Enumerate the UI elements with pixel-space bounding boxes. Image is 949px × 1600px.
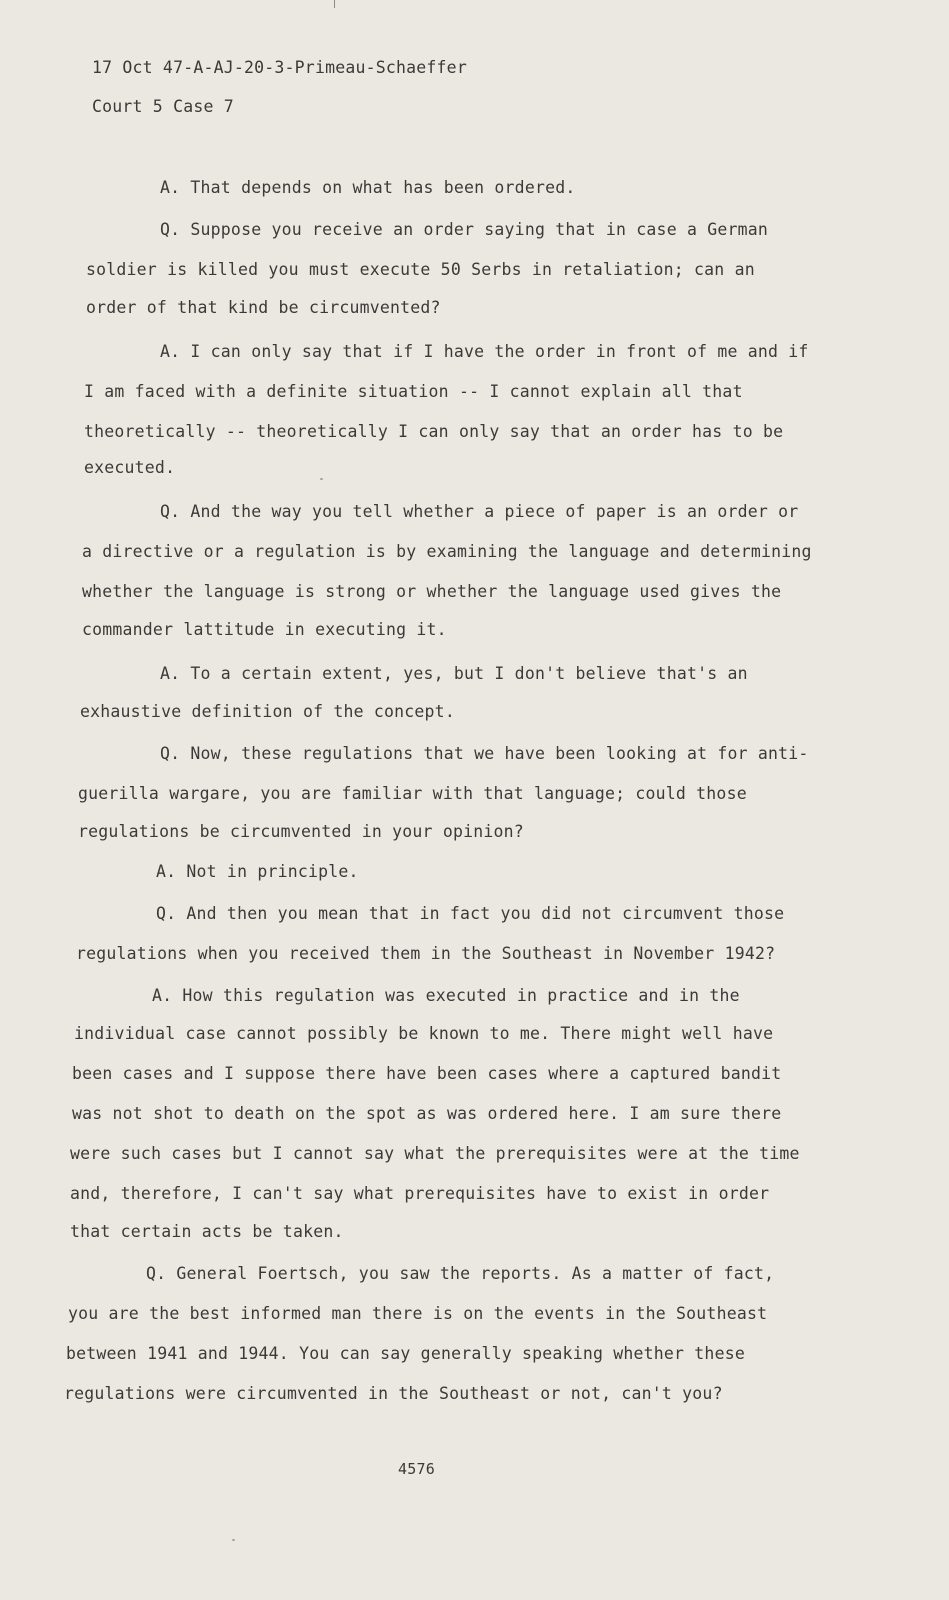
transcript-line: were such cases but I cannot say what the prerequisites were at the time	[70, 1144, 800, 1163]
transcript-line: Q. Suppose you receive an order saying that in case a German	[160, 220, 769, 239]
transcript-line: individual case cannot possibly be known to me. There might well have	[74, 1024, 774, 1043]
transcript-line: regulations be circumvented in your opinion?	[78, 822, 524, 841]
document-reference: 17 Oct 47-A-AJ-20-3-Primeau-Schaeffer	[92, 58, 467, 77]
transcript-line: soldier is killed you must execute 50 Serbs in retaliation; can an	[86, 260, 755, 279]
paper-speck	[320, 478, 323, 480]
page-number: 4576	[398, 1460, 435, 1478]
transcript-line: been cases and I suppose there have been cases where a captured bandit	[72, 1064, 782, 1083]
transcript-line: order of that kind be circumvented?	[86, 298, 441, 317]
transcript-line: a directive or a regulation is by examining the language and determining	[82, 542, 812, 561]
transcript-line: guerilla wargare, you are familiar with that language; could those	[78, 784, 747, 803]
transcript-line: I am faced with a definite situation -- I cannot explain all that	[84, 382, 743, 401]
transcript-line: regulations when you received them in the Southeast in November 1942?	[76, 944, 776, 963]
transcript-line: Q. General Foertsch, you saw the reports. As a matter of fact,	[146, 1264, 775, 1283]
court-case-line: Court 5 Case 7	[92, 97, 234, 116]
transcript-line: A. I can only say that if I have the order in front of me and if	[160, 342, 809, 361]
transcript-line: exhaustive definition of the concept.	[80, 702, 455, 721]
transcript-line: A. To a certain extent, yes, but I don't believe that's an	[160, 664, 748, 683]
transcript-line: A. Not in principle.	[156, 862, 359, 881]
transcript-line: Q. And then you mean that in fact you did not circumvent those	[156, 904, 785, 923]
transcript-line: you are the best informed man there is on the events in the Southeast	[68, 1304, 768, 1323]
transcript-line: whether the language is strong or whether the language used gives the	[82, 582, 782, 601]
transcript-line: A. How this regulation was executed in practice and in the	[152, 986, 740, 1005]
transcript-line: that certain acts be taken.	[70, 1222, 344, 1241]
transcript-line: and, therefore, I can't say what prerequisites have to exist in order	[70, 1184, 770, 1203]
paper-speck	[232, 1539, 235, 1541]
transcript-line: theoretically -- theoretically I can only say that an order has to be	[84, 422, 784, 441]
transcript-line: commander lattitude in executing it.	[82, 620, 447, 639]
top-edge-mark	[334, 0, 335, 8]
transcript-line: A. That depends on what has been ordered.	[160, 178, 576, 197]
transcript-line: was not shot to death on the spot as was ordered here. I am sure there	[72, 1104, 782, 1123]
transcript-line: executed.	[84, 458, 176, 477]
transcript-line: between 1941 and 1944. You can say generally speaking whether these	[66, 1344, 745, 1363]
transcript-line: Q. Now, these regulations that we have been looking at for anti-	[160, 744, 809, 763]
transcript-line: regulations were circumvented in the Southeast or not, can't you?	[64, 1384, 723, 1403]
transcript-line: Q. And the way you tell whether a piece of paper is an order or	[160, 502, 799, 521]
